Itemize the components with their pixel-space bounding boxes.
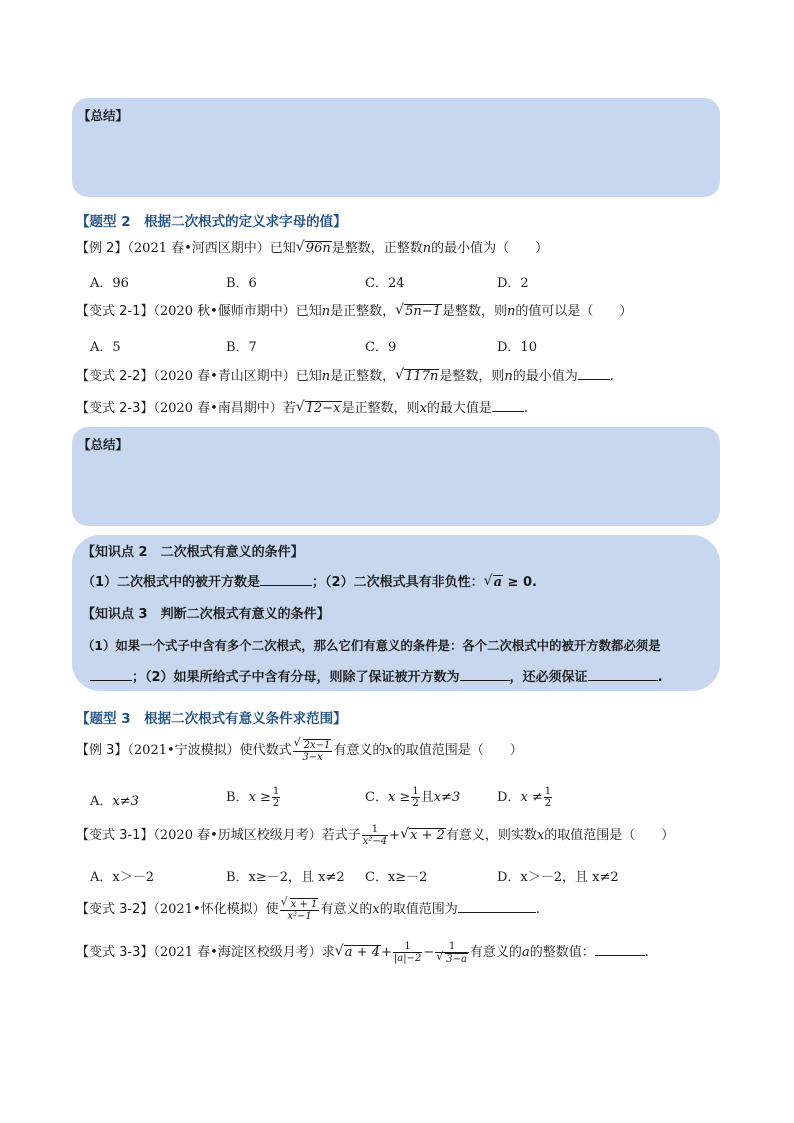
fraction: √ x + 1 x²−1 [280,894,318,922]
option-c: C．24 [365,276,405,291]
variant-2-3: 【变式 2-3】（2020 春•南昌期中）若 √ 12−x是正整数，则x的最大值是 . [76,399,529,416]
variant-2-1: 【变式 2-1】（2020 秋•偃师市期中）已知n是正整数， √ 5n−1是整数，则n的值可以是（ ） [76,302,633,319]
knowledge-point-3-line-2: ；（2）如果所给式子中含有分母，则除了保证被开方数为 ，还必须保证 . [90,666,663,685]
answer-blank[interactable] [595,943,645,956]
knowledge-point-2-title: 【知识点 2 二次根式有意义的条件】 [82,545,304,560]
answer-blank[interactable] [578,367,610,380]
variant-3-1: 【变式 3-1】（2020 春•历城区校级月考）若式子 $\frac{1}{\text{x²−4}}$ + √ x + 2有意义，则实数x的取值范围是（ ） [76,821,674,851]
answer-blank[interactable] [460,668,510,681]
option-a: A．x≠3 [90,794,139,809]
option-c: C．x≥－2 [365,870,428,885]
fraction: $\frac{1}{|a|-2}$ [393,941,422,964]
option-c: C．9 [365,340,397,355]
example-2: 【例 2】（2021 春•河西区期中）已知 √ 96n是整数，正整数n的最小值为（ ） [76,239,549,256]
sqrt-expression: √ a + 4 [334,943,380,960]
summary-box-1 [72,98,720,197]
variant-2-3-tag: 【变式 2-3】 [76,401,154,416]
fraction-one-half: $\frac{1}{2}$ [412,786,419,809]
option-b: B．x ≥ $\frac{1}{2}$ [226,786,280,809]
variant-3-3: 【变式 3-3】（2021 春•海淀区校级月考）求 √ a + 4+ $\frac{1}{|a|-2}$ − 1 √ 3−a 有意义的a的整数值： . [76,938,649,968]
option-c: C．x ≥ $\frac{1}{2}$ 且x≠3 [365,786,461,809]
option-a: A．x＞－2 [90,870,154,885]
option-d: D．x＞－2，且 x≠2 [497,870,619,885]
example-3: 【例 3】（2021•宁波模拟）使代数式 √ 2x−1 3−x 有意义的x的取值范围是（ ） [76,735,523,763]
option-a: A．5 [90,340,121,355]
example-2-tag: 【例 2】 [76,241,128,256]
answer-blank[interactable] [458,900,536,913]
variant-2-1-tag: 【变式 2-1】 [76,304,154,319]
option-d: D．x ≠ $\frac{1}{2}$ [497,786,552,809]
sqrt-expression: √ a [483,573,503,590]
fraction-one-half: $\frac{1}{2}$ [544,786,552,809]
example-2-source: （2021 春•河西区期中）已知 [127,241,296,256]
knowledge-box [72,535,720,691]
option-a: A．96 [90,276,129,291]
answer-blank[interactable] [492,399,524,412]
sqrt-expression: √ 5n−1 [395,302,441,319]
option-b: B．x≥－2，且 x≠2 [226,870,345,885]
answer-blank[interactable] [260,573,312,586]
sqrt-expression: √ x + 2 [400,826,445,843]
knowledge-point-3-title: 【知识点 3 判断二次根式有意义的条件】 [82,607,330,622]
option-d: D．2 [497,276,529,291]
variant-3-2-tag: 【变式 3-2】 [76,902,154,917]
variant-2-2-tag: 【变式 2-2】 [76,369,154,384]
variant-2-2: 【变式 2-2】（2020 春•青山区期中）已知n是正整数， √ 117n是整数，则n的最小值为 . [76,367,614,384]
option-b: B．6 [226,276,257,291]
fraction: $\frac{1}{\text{x²−4}}$ [362,824,388,847]
variant-3-1-tag: 【变式 3-1】 [76,828,154,843]
example-3-tag: 【例 3】 [76,743,128,758]
option-d: D．10 [497,340,537,355]
type3-heading: 【题型 3 根据二次根式有意义条件求范围】 [76,711,347,727]
knowledge-point-2-content: （1）二次根式中的被开方数是 ；（2）二次根式具有非负性： √ a ≥ 0. [82,573,537,590]
sqrt-expression: √ 12−x [295,399,341,416]
summary-label: 【总结】 [78,108,129,123]
summary-box-2 [72,427,720,526]
fraction: √ 2x−1 3−x [293,735,331,763]
fraction: 1 √ 3−a [436,940,467,965]
sqrt-expression: √ 96n [295,239,331,256]
answer-blank[interactable] [588,668,658,681]
summary-label: 【总结】 [78,437,129,452]
type2-heading: 【题型 2 根据二次根式的定义求字母的值】 [76,214,347,230]
variant-3-2: 【变式 3-2】（2021•怀化模拟）使 √ x + 1 x²−1 有意义的x的取值范围为 . [76,894,540,922]
knowledge-point-3-line-1: （1）如果一个式子中含有多个二次根式，那么它们有意义的条件是：各个二次根式中的被开方数都必须是 [82,638,661,653]
answer-blank[interactable] [90,668,132,681]
sqrt-expression: √ 117n [395,367,439,384]
option-b: B．7 [226,340,257,355]
fraction-one-half: $\frac{1}{2}$ [272,786,280,809]
variant-3-3-tag: 【变式 3-3】 [76,945,154,960]
